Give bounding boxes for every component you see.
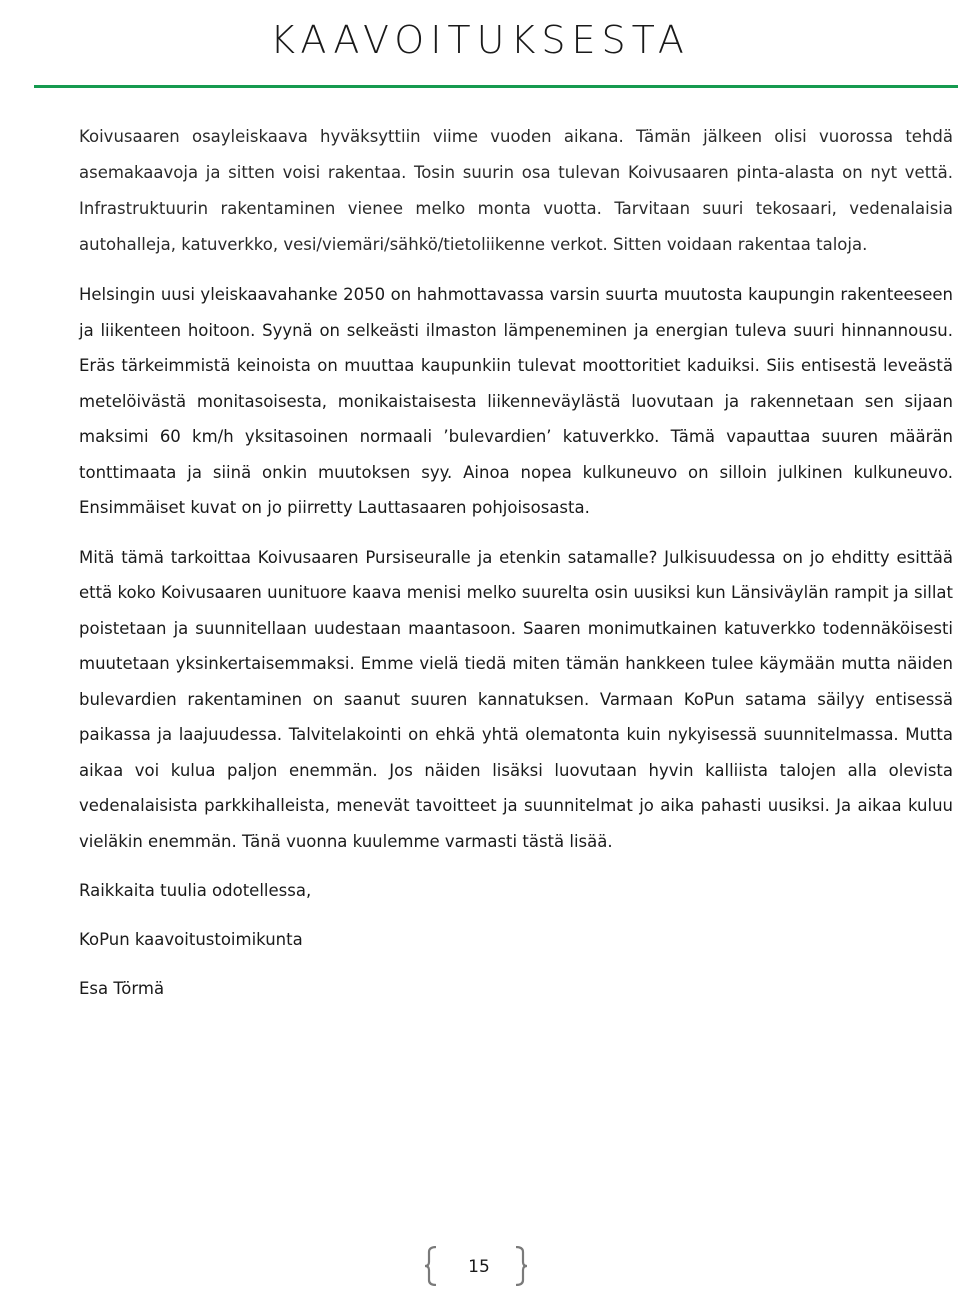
closing-greeting: Raikkaita tuulia odotellessa, — [79, 881, 312, 900]
left-brace-icon — [424, 1246, 438, 1286]
title-underline — [34, 85, 958, 88]
page-title: KAAVOITUKSESTA — [270, 18, 690, 62]
article-body — [79, 119, 953, 1006]
paragraph-3: Mitä tämä tarkoittaa Koivusaaren Pursiseuralle ja etenkin satamalle? Julkisuudessa on jo ehditty esittää että koko Koivusaaren uunituore kaava menisi melko suurelta osin uusiksi kun Länsiväylän rampit ja sillat poistetaan ja suunnitellaan uudestaan maantasoon. Saaren monimutkainen katuverkko todennäköisesti muutetaan yksinkertaisemmaksi. Emme vielä tiedä miten tämän hankkeen tulee käymään mutta näiden bulevardien rakentaminen on saanut suuren kannatuksen. Varmaan KoPun satama säilyy entisessä paikassa ja laajuudessa. Talvitelakointi on ehkä yhtä olematonta kuin nykyisessä suunnitelmassa. Mutta aikaa voi kulua paljon enemmän. Jos näiden lisäksi luovutaan hyvin kalliista talojen alla olevista vedenalaisista parkkihalleista, menevät tavoitteet ja suunnitelmat jo aika pahasti uusiksi. Ja aikaa kuluu vieläkin enemmän. Tänä vuonna kuulemme varmasti tästä lisää. — [79, 547, 953, 851]
right-brace-icon — [514, 1246, 528, 1286]
paragraph-1: Koivusaaren osayleiskaava hyväksyttiin viime vuoden aikana. Tämän jälkeen olisi vuorossa tehdä asemakaavoja ja sitten voisi rakentaa. Tosin suurin osa tulevan Koivusaaren pinta-alasta on nyt vettä. Infrastruktuurin rakentaminen vienee melko monta vuotta. Tarvitaan suuri tekosaari, vedenalaisia autohalleja, katuverkko, vesi/viemäri/sähkö/tietoliikenne verkot. Sitten voidaan rakentaa taloja. — [79, 127, 953, 254]
page-number: 15 — [468, 1257, 490, 1277]
paragraph-2: Helsingin uusi yleiskaavahanke 2050 on hahmottavassa varsin suurta muutosta kaupungin rakenteeseen ja liikenteen hoitoon. Syynä on selkeästi ilmaston lämpeneminen ja energian tuleva suuri hinnannousu. Eräs tärkeimmistä keinoista on muuttaa kaupunkiin tulevat moottoritiet kaduiksi. Siis entisestä leveästä metelöivästä monitasoisesta, monikaistaisesta liikenneväylästä luovutaan ja rakennetaan sen sijaan maksimi 60 km/h yksitasoinen normaali ’bulevardien’ katuverkko. Tämä vapauttaa suuren määrän tonttimaata ja siinä onkin muutoksen syy. Ainoa nopea kulkuneuvo on silloin julkinen kulkuneuvo. Ensimmäiset kuvat on jo piirretty Lauttasaaren pohjoisosasta. — [79, 285, 953, 517]
page-footer — [0, 1246, 960, 1294]
signature-author: Esa Törmä — [79, 979, 165, 998]
signature-committee: KoPun kaavoitustoimikunta — [79, 930, 303, 949]
